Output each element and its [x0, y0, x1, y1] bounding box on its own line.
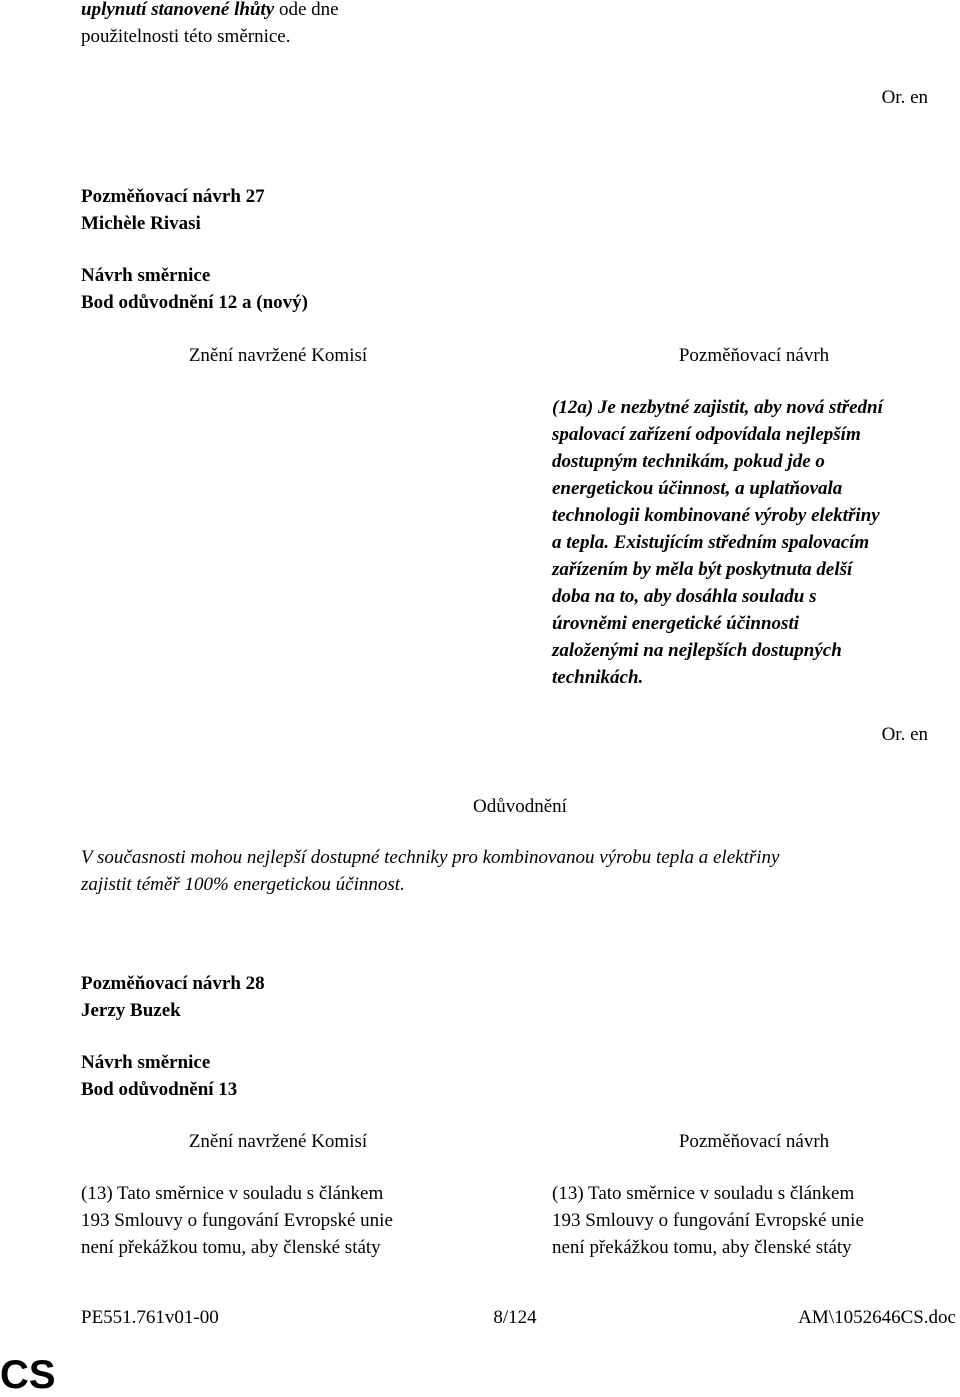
continuation-rest: ode dne [274, 0, 339, 20]
amendment-28-recital: Bod odůvodnění 13 [81, 1079, 238, 1100]
text-line: a tepla. Existujícím středním spalovacím [552, 532, 870, 553]
text-line: technologii kombinované výroby elektřiny [552, 505, 880, 526]
text-line: není překážkou tomu, aby členské státy [552, 1237, 852, 1258]
original-language-marker: Or. en [881, 87, 928, 108]
amendment-27-right-column-header: Pozměňovací návrh [678, 345, 830, 366]
amendment-27-author: Michèle Rivasi [81, 213, 201, 234]
amendment-28-left-column-header: Znění navržené Komisí [188, 1131, 368, 1152]
text-line: doba na to, aby dosáhla souladu s [552, 586, 817, 607]
text-line: zařízením by měla být poskytnuta delší [552, 559, 853, 580]
continuation-line-1 [81, 0, 339, 23]
text-line: energetickou účinnost, a uplatňovala [552, 478, 843, 499]
amendment-27-original-language: Or. en [881, 724, 928, 745]
text-line: není překážkou tomu, aby členské státy [81, 1237, 381, 1258]
footer-page-number: 8/124 [493, 1307, 537, 1328]
amendment-28-author: Jerzy Buzek [81, 1000, 181, 1021]
amendment-28-commission-text [81, 1180, 481, 1261]
text-line: (13) Tato směrnice v souladu s článkem [81, 1183, 384, 1204]
text-line: (12a) Je nezbytné zajistit, aby nová střední [552, 397, 883, 418]
amendment-28-title: Pozměňovací návrh 28 [81, 973, 265, 994]
amendment-27-proposal: Návrh směrnice [81, 265, 211, 286]
amendment-27-text [552, 394, 956, 691]
justification-header: Odůvodnění [473, 796, 567, 817]
footer-reference: PE551.761v01-00 [81, 1307, 219, 1328]
text-line: úrovněmi energetické účinnosti [552, 613, 799, 634]
continuation-emphasis: uplynutí stanovené lhůty [81, 0, 275, 20]
text-line: 193 Smlouvy o fungování Evropské unie [552, 1210, 864, 1231]
amendment-28-proposal: Návrh směrnice [81, 1052, 211, 1073]
amendment-28-amendment-text [552, 1180, 956, 1261]
amendment-27-left-column-header: Znění navržené Komisí [188, 345, 368, 366]
text-line: spalovací zařízení odpovídala nejlepším [552, 424, 861, 445]
amendment-27-title: Pozměňovací návrh 27 [81, 186, 265, 207]
text-line: dostupným technikám, pokud jde o [552, 451, 825, 472]
text-line: 193 Smlouvy o fungování Evropské unie [81, 1210, 393, 1231]
justification-text [81, 844, 951, 898]
footer-document-name: AM\1052646CS.doc [798, 1307, 956, 1328]
amendment-27-recital: Bod odůvodnění 12 a (nový) [81, 292, 309, 313]
amendment-28-right-column-header: Pozměňovací návrh [678, 1131, 830, 1152]
text-line: zajistit téměř 100% energetickou účinnost. [81, 874, 405, 895]
language-code: CS [0, 1353, 56, 1397]
text-line: založenými na nejlepších dostupných [552, 640, 842, 661]
text-line: (13) Tato směrnice v souladu s článkem [552, 1183, 855, 1204]
text-line: V současnosti mohou nejlepší dostupné techniky pro kombinovanou výrobu tepla a elektřiny [81, 847, 780, 868]
text-line: technikách. [552, 667, 644, 688]
continuation-line-2: použitelnosti této směrnice. [81, 26, 291, 47]
